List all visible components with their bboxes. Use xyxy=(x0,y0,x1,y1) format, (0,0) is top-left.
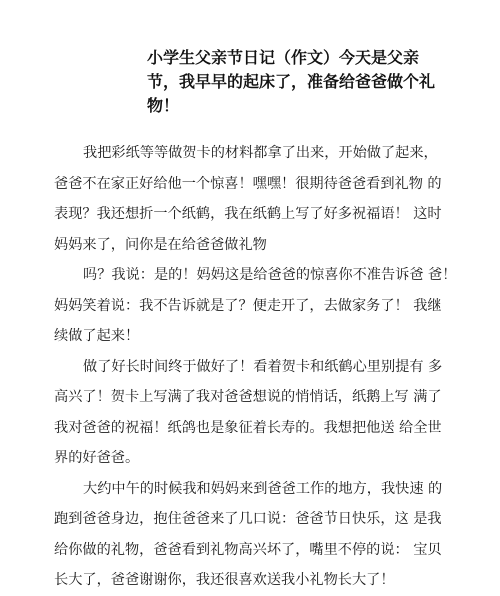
paragraph-line: 妈妈笑着说：我不告诉就是了？便走开了，去做家务了！ 我继 xyxy=(54,297,442,314)
paragraph-line: 给你做的礼物，爸爸看到礼物高兴坏了，嘴里不停的说： 宝贝 xyxy=(54,541,442,558)
paragraph-line: 吗？我说：是的！妈妈这是给爸爸的惊喜你不准告诉爸 爸！ xyxy=(83,267,457,283)
paragraph-line: 跑到爸爸身边，抱住爸爸来了几口说：爸爸节日快乐，这 是我 xyxy=(54,511,442,527)
paragraph-line: 我把彩纸等等做贺卡的材料都拿了出来，开始做了起来， xyxy=(83,145,438,161)
title-line: 小学生父亲节日记（作文）今天是父亲 xyxy=(147,48,420,67)
paragraph-line: 续做了起来！ xyxy=(54,328,140,344)
document-body xyxy=(54,138,474,596)
paragraph-line: 做了好长时间终于做好了！看着贺卡和纸鹤心里别提有 多 xyxy=(83,358,443,375)
title-line: 物！ xyxy=(147,96,180,115)
paragraph-line: 大约中午的时候我和妈妈来到爸爸工作的地方，我快速 的 xyxy=(83,480,443,497)
document-title xyxy=(147,46,447,118)
paragraph-line: 高兴了！贺卡上写满了我对爸爸想说的悄悄话，纸鹅上写 满了 xyxy=(54,389,442,405)
paragraph-line: 妈妈来了，问你是在给爸爸做礼物 xyxy=(54,236,267,253)
paragraph-line: 表现？我还想折一个纸鹤，我在纸鹤上写了好多祝福语！ 这时 xyxy=(54,206,442,222)
paragraph-line: 爸爸不在家正好给他一个惊喜！嘿嘿！很期待爸爸看到礼物 的 xyxy=(54,175,442,192)
paragraph-line: 我对爸爸的祝福！纸鸽也是象征着长寿的。我想把他送 给全世 xyxy=(54,419,442,436)
paragraph-line: 界的好爸爸。 xyxy=(54,450,140,466)
paragraph-line: 长大了，爸爸谢谢你，我还很喜欢送我小礼物长大了！ xyxy=(54,572,395,588)
title-line: 节，我早早的起床了，准备给爸爸做个礼 xyxy=(147,72,436,91)
